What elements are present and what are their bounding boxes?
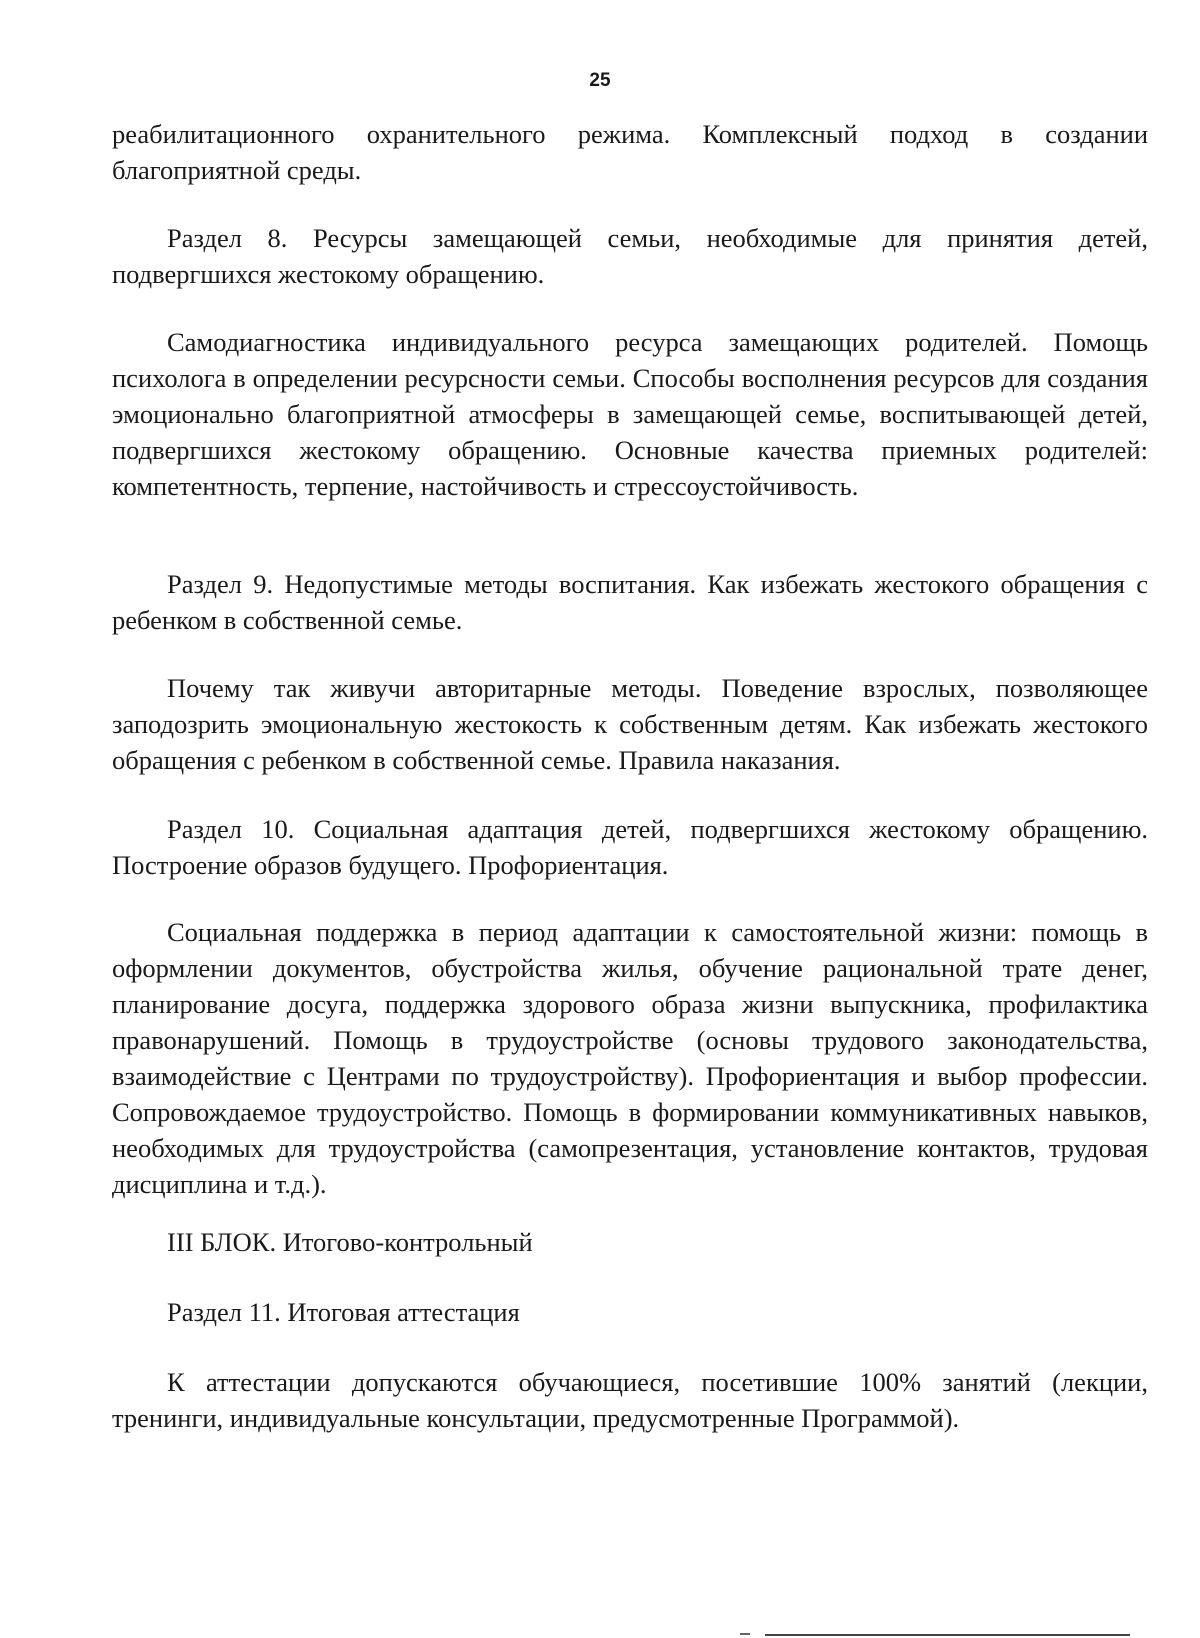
scan-mark <box>740 1633 750 1635</box>
section-11-heading: Раздел 11. Итоговая аттестация <box>167 1297 520 1327</box>
section-9-body: Почему так живучи авторитарные методы. Поведение взрослых, позволяющее заподозрить эмоциональную жестокость к собственным детям. Как избежать жестокого обращения с ребенком в собственной семье. Правила наказания. <box>112 673 1148 775</box>
section-9-heading: Раздел 9. Недопустимые методы воспитания. Как избежать жестокого обращения с ребенком в собственной семье. <box>112 569 1148 635</box>
section-8-body: Самодиагностика индивидуального ресурса замещающих родителей. Помощь психолога в определении ресурсности семьи. Способы восполнения ресурсов для создания эмоционально благоприятной атмосферы в замещающей семье, воспитывающей детей, подвергшихся жестокому обращению. Основные качества приемных родителей: компетентность, терпение, настойчивость и стрессоустойчивость. <box>112 327 1148 501</box>
section-11-body: К аттестации допускаются обучающиеся, посетившие 100% занятий (лекции, тренинги, индивидуальные консультации, предусмотренные Программой). <box>112 1367 1148 1433</box>
footer-rule <box>765 1634 1130 1636</box>
paragraph-continuation: реабилитационного охранительного режима. Комплексный подход в создании благоприятной среды. <box>112 119 1148 185</box>
block-3-heading: III БЛОК. Итогово-контрольный <box>167 1227 533 1257</box>
section-10-body: Социальная поддержка в период адаптации к самостоятельной жизни: помощь в оформлении документов, обустройства жилья, обучение рациональной трате денег, планирование досуга, поддержка здорового образа жизни выпускника, профилактика правонарушений. Помощь в трудоустройстве (основы трудового законодательства, взаимодействие с Центрами по трудоустройству). Профориентация и выбор профессии. Сопровождаемое трудоустройство. Помощь в формировании коммуникативных навыков, необходимых для трудоустройства (самопрезентация, установление контактов, трудовая дисциплина и т.д.). <box>112 917 1148 1199</box>
page-number: 25 <box>589 70 611 91</box>
section-10-heading: Раздел 10. Социальная адаптация детей, подвергшихся жестокому обращению. Построение образов будущего. Профориентация. <box>112 814 1148 880</box>
section-8-heading: Раздел 8. Ресурсы замещающей семьи, необходимые для принятия детей, подвергшихся жестокому обращению. <box>112 223 1148 289</box>
